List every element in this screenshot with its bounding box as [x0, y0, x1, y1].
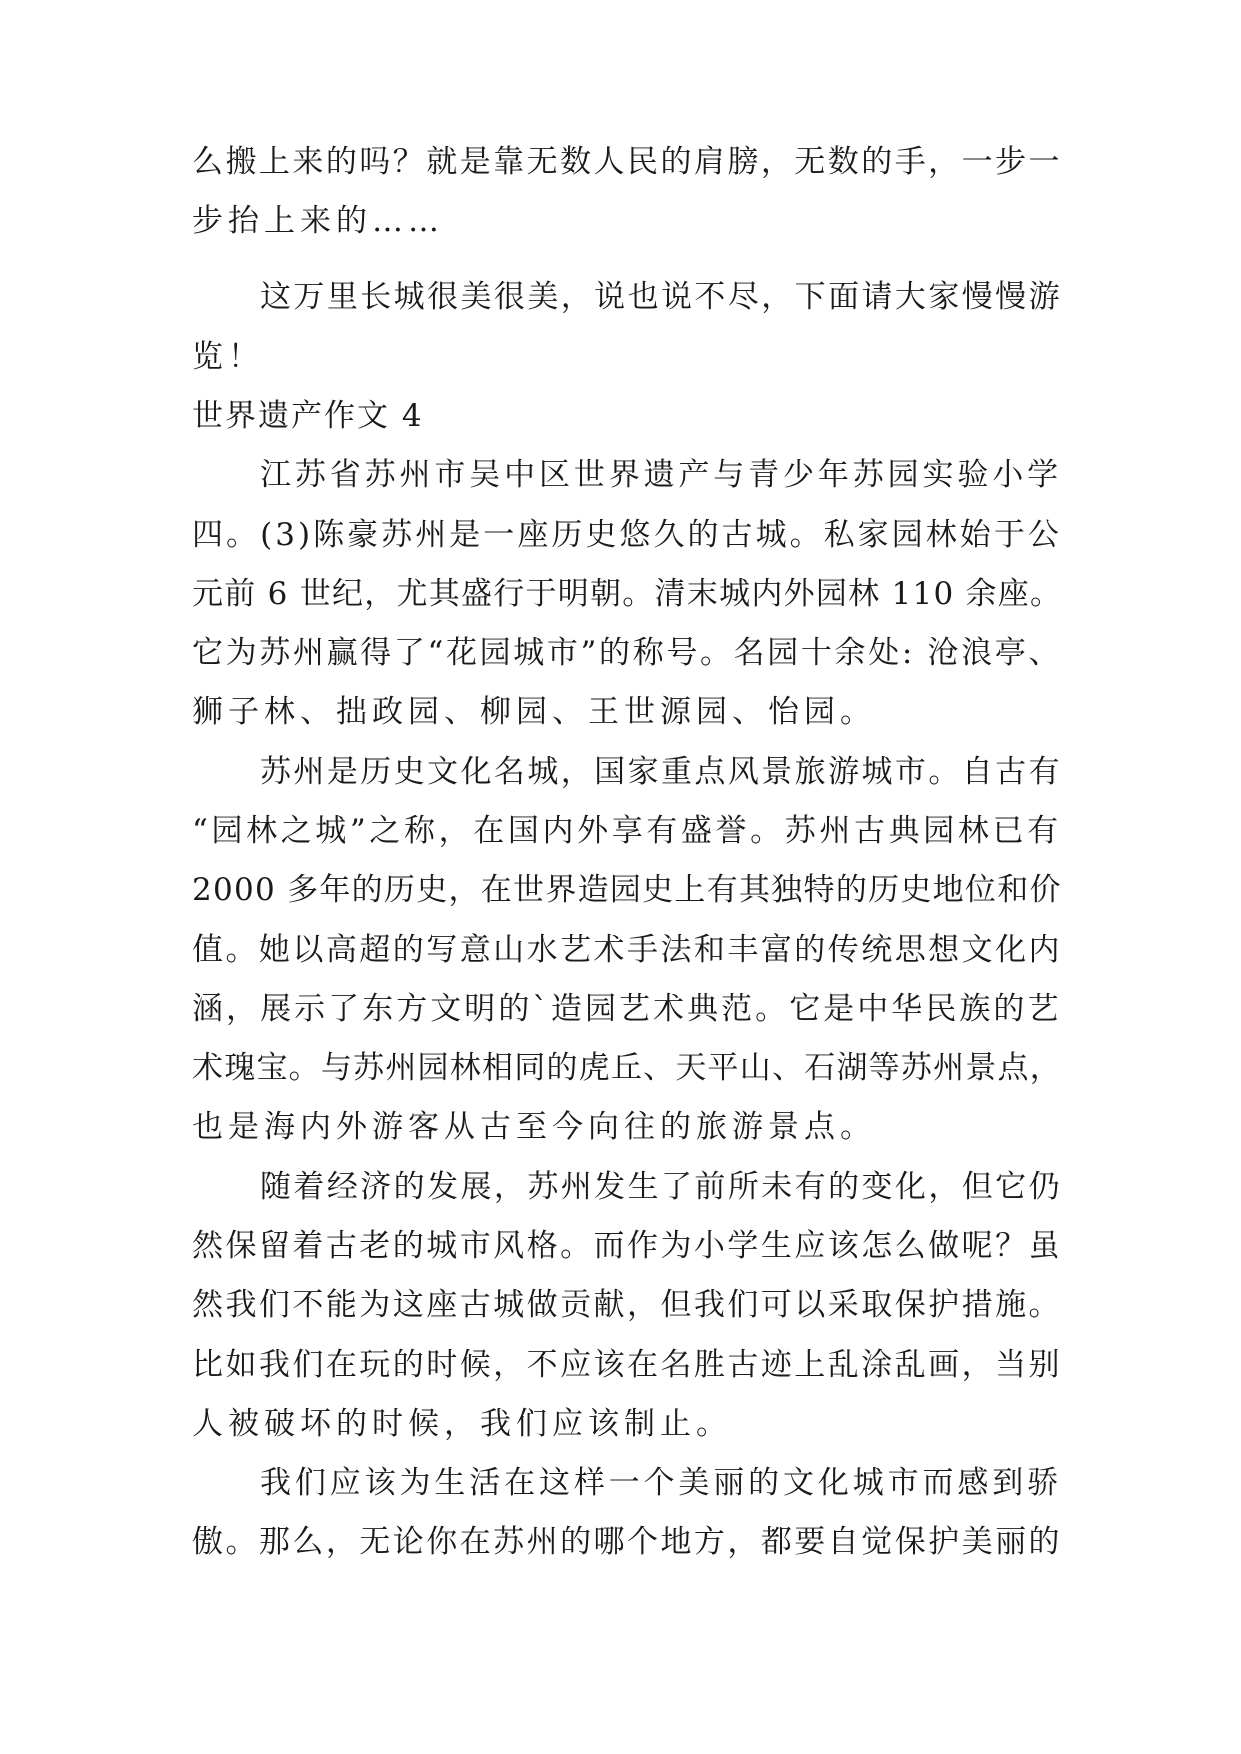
- text-line: 我们应该为生活在这样一个美丽的文化城市而感到骄: [260, 1465, 1062, 1501]
- text-line: 狮子林、拙政园、柳园、王世源园、怡园。: [192, 694, 876, 730]
- text-line: 览！: [192, 339, 264, 375]
- text-line: 么搬上来的吗？就是靠无数人民的肩膀，无数的手，一步一: [192, 144, 1062, 180]
- text-line: 步抬上来的……: [192, 203, 444, 239]
- text-line: 术瑰宝。与苏州园林相同的虎丘、天平山、石湖等苏州景点，: [192, 1050, 1062, 1086]
- text-line: 2000 多年的历史，在世界造园史上有其独特的历史地位和价: [192, 872, 1062, 908]
- text-line: 然保留着古老的城市风格。而作为小学生应该怎么做呢？虽: [192, 1228, 1062, 1264]
- text-line: 元前 6 世纪，尤其盛行于明朝。清末城内外园林 110 余座。: [192, 576, 1063, 612]
- text-line: 江苏省苏州市吴中区世界遗产与青少年苏园实验小学: [260, 457, 1062, 493]
- text-line: 四。(3)陈豪苏州是一座历史悠久的古城。私家园林始于公: [192, 517, 1062, 553]
- text-line: 然我们不能为这座古城做贡献，但我们可以采取保护措施。: [192, 1287, 1062, 1323]
- text-line: 也是海内外游客从古至今向往的旅游景点。: [192, 1109, 876, 1145]
- text-line: 随着经济的发展，苏州发生了前所未有的变化，但它仍: [260, 1169, 1062, 1205]
- text-line: 比如我们在玩的时候，不应该在名胜古迹上乱涂乱画，当别: [192, 1347, 1062, 1383]
- text-line: 这万里长城很美很美，说也说不尽，下面请大家慢慢游: [260, 279, 1062, 315]
- text-line: 它为苏州赢得了“花园城市”的称号。名园十余处: 沧浪亭、: [192, 635, 1062, 671]
- text-line: 傲。那么，无论你在苏州的哪个地方，都要自觉保护美丽的: [192, 1524, 1062, 1560]
- text-line: 苏州是历史文化名城，国家重点风景旅游城市。自古有: [260, 754, 1062, 790]
- text-line: 涵，展示了东方文明的`造园艺术典范。它是中华民族的艺: [192, 991, 1062, 1027]
- text-line: 值。她以高超的写意山水艺术手法和丰富的传统思想文化内: [192, 932, 1062, 968]
- text-line: 人被破坏的时候，我们应该制止。: [192, 1406, 732, 1442]
- text-line: “园林之城”之称，在国内外享有盛誉。苏州古典园林已有: [192, 813, 1062, 849]
- section-heading: 世界遗产作文 4: [192, 398, 424, 434]
